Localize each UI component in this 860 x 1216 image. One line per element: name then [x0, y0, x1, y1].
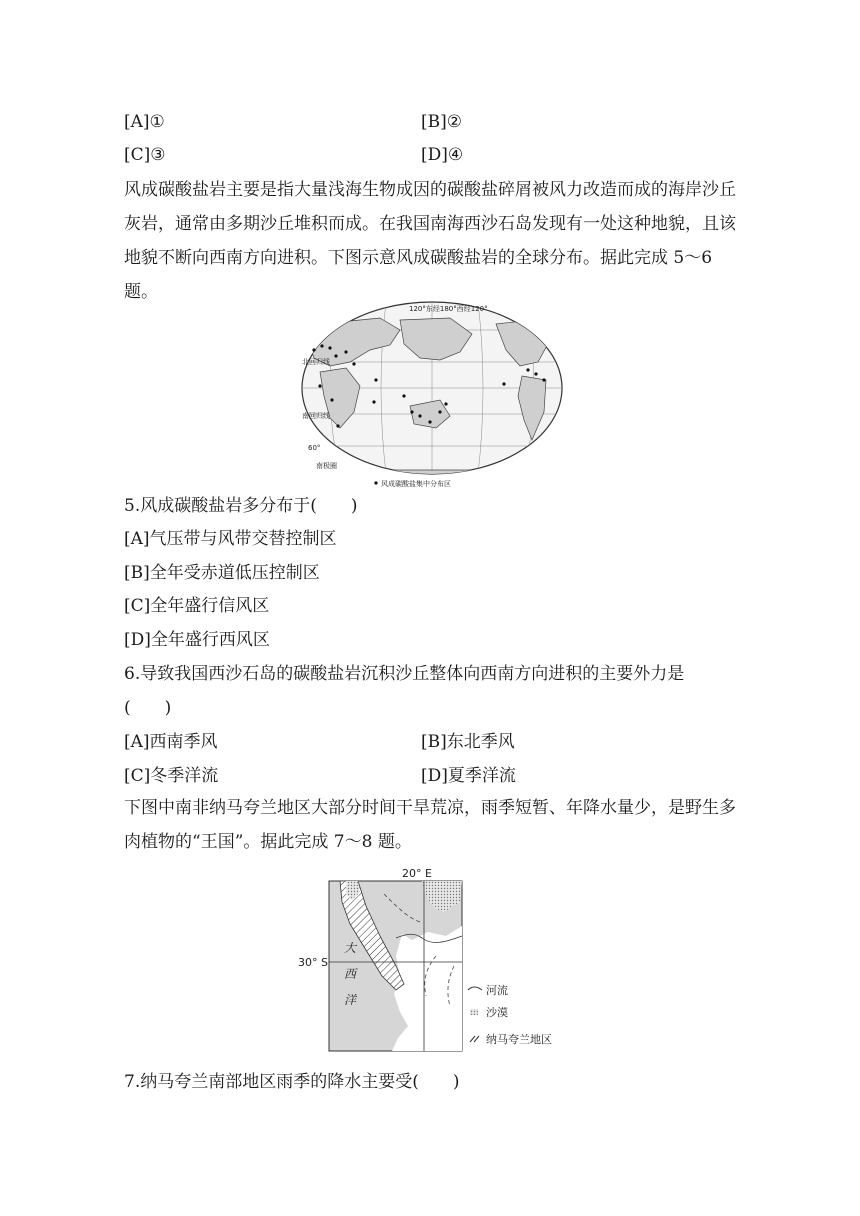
q6-stem: 6.导致我国西沙石岛的碳酸盐岩沉积沙丘整体向西南方向进积的主要外力是: [124, 664, 685, 684]
q6-option-a: [A]西南季风: [124, 732, 218, 752]
antarctic-circle-label: 南极圈: [316, 462, 337, 470]
q6-option-c: [C]冬季洋流: [124, 766, 219, 786]
legend-river-label: 河流: [486, 984, 508, 997]
namaqualand-map-figure: [296, 866, 566, 1056]
lon-20e-label: 20° E: [402, 867, 432, 880]
lat-30s-label: 30° S: [298, 956, 328, 969]
map-legend-label: 风成碳酸盐集中分布区: [381, 480, 451, 488]
q5-option-b: [B]全年受赤道低压控制区: [124, 563, 320, 583]
tropic-north-label: 北回归线: [302, 358, 330, 366]
q6-stem-bracket: ( ): [124, 698, 172, 718]
q5-stem: 5.风成碳酸盐岩多分布于( ): [124, 496, 358, 516]
passage-namaqualand: 下图中南非纳马夸兰地区大部分时间干旱荒凉，雨季短暂、年降水量少，是野生多肉植物的“王国”。据此完成 7～8 题。: [124, 798, 736, 852]
legend-namaqualand-label: 纳马夸兰地区: [486, 1033, 552, 1046]
passage-carbonate: 风成碳酸盐岩主要是指大量浅海生物成因的碳酸盐碎屑被风力改造而成的海岸沙丘灰岩，通常由多期沙丘堆积而成。在我国南海西沙石岛发现有一处这种地貌，且该地貌不断向西南方向进积。下图示意风成碳酸盐岩的全球分布。据此完成 5～6 题。: [124, 180, 736, 302]
lat-60s-label: 60°: [308, 444, 321, 452]
legend-desert-label: 沙漠: [486, 1006, 508, 1019]
ocean-label-1: 大: [344, 941, 357, 955]
world-map: [300, 300, 565, 490]
map-longitude-label: 120°东经180°西经120°: [409, 305, 488, 313]
ocean-label-2: 西: [344, 967, 357, 981]
q5-option-d: [D]全年盛行西风区: [124, 630, 270, 650]
q4-option-c: [C]③: [124, 145, 166, 165]
q7-stem: 7.纳马夸兰南部地区雨季的降水主要受( ): [124, 1072, 460, 1092]
legend-desert-icon: [470, 1009, 478, 1015]
world-map-figure: [300, 300, 565, 490]
q4-option-a: [A]①: [124, 112, 165, 132]
q5-option-a: [A]气压带与风带交替控制区: [124, 529, 337, 549]
ocean-label-3: 洋: [344, 993, 357, 1007]
legend-dot-icon: [374, 481, 377, 484]
q6-option-d: [D]夏季洋流: [421, 766, 516, 786]
legend-hatch-icon: [470, 1036, 479, 1042]
q5-option-c: [C]全年盛行信风区: [124, 596, 270, 616]
tropic-south-label: 南回归线: [302, 412, 330, 420]
q6-option-b: [B]东北季风: [421, 732, 515, 752]
legend-river-icon: [468, 987, 482, 990]
namaqualand-map: [296, 866, 566, 1056]
q4-option-d: [D]④: [421, 145, 464, 165]
q4-option-b: [B]②: [421, 112, 462, 132]
